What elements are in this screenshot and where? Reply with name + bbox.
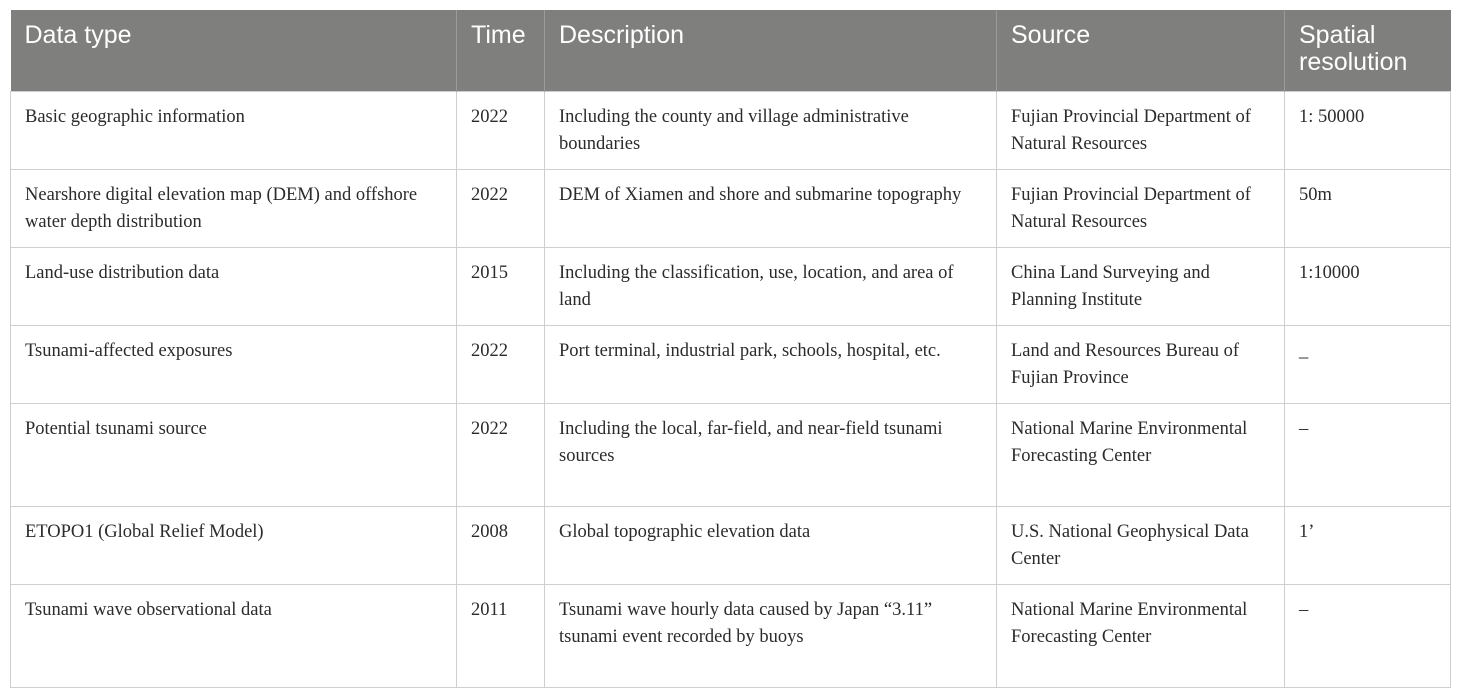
table-row — [11, 507, 1451, 585]
table-row — [11, 170, 1451, 248]
table-row — [11, 585, 1451, 688]
cell-resolution: 1:10000 — [1285, 248, 1451, 326]
cell-description: Including the classification, use, location, and area of land — [545, 248, 997, 326]
header-time: Time — [457, 10, 545, 92]
cell-source: Fujian Provincial Department of Natural Resources — [997, 92, 1285, 170]
table-row — [11, 248, 1451, 326]
cell-data-type: Basic geographic information — [11, 92, 457, 170]
cell-time: 2022 — [457, 326, 545, 404]
cell-description: Port terminal, industrial park, schools, hospital, etc. — [545, 326, 997, 404]
cell-resolution: – — [1285, 404, 1451, 507]
cell-data-type: Tsunami-affected exposures — [11, 326, 457, 404]
cell-data-type: Potential tsunami source — [11, 404, 457, 507]
cell-data-type: Nearshore digital elevation map (DEM) and offshore water depth distribution — [11, 170, 457, 248]
cell-source: National Marine Environmental Forecasting Center — [997, 585, 1285, 688]
cell-resolution: _ — [1285, 326, 1451, 404]
cell-description: DEM of Xiamen and shore and submarine topography — [545, 170, 997, 248]
header-data-type: Data type — [11, 10, 457, 92]
data-sources-table — [10, 10, 1451, 688]
cell-data-type: Land-use distribution data — [11, 248, 457, 326]
cell-source: Fujian Provincial Department of Natural Resources — [997, 170, 1285, 248]
header-source: Source — [997, 10, 1285, 92]
data-sources-table-container — [10, 10, 1450, 688]
table-header-row — [11, 10, 1451, 92]
cell-time: 2022 — [457, 170, 545, 248]
cell-description: Tsunami wave hourly data caused by Japan “3.11” tsunami event recorded by buoys — [545, 585, 997, 688]
cell-data-type: ETOPO1 (Global Relief Model) — [11, 507, 457, 585]
cell-source: National Marine Environmental Forecasting Center — [997, 404, 1285, 507]
table-row — [11, 404, 1451, 507]
cell-source: China Land Surveying and Planning Institute — [997, 248, 1285, 326]
cell-resolution: 1: 50000 — [1285, 92, 1451, 170]
cell-data-type: Tsunami wave observational data — [11, 585, 457, 688]
header-description: Description — [545, 10, 997, 92]
cell-description: Global topographic elevation data — [545, 507, 997, 585]
cell-time: 2011 — [457, 585, 545, 688]
cell-source: U.S. National Geophysical Data Center — [997, 507, 1285, 585]
cell-time: 2022 — [457, 92, 545, 170]
cell-source: Land and Resources Bureau of Fujian Province — [997, 326, 1285, 404]
cell-resolution: 1’ — [1285, 507, 1451, 585]
cell-resolution: 50m — [1285, 170, 1451, 248]
table-row — [11, 92, 1451, 170]
table-row — [11, 326, 1451, 404]
cell-time: 2015 — [457, 248, 545, 326]
cell-description: Including the county and village administrative boundaries — [545, 92, 997, 170]
cell-description: Including the local, far-field, and near-field tsunami sources — [545, 404, 997, 507]
header-spatial-resolution: Spatial resolution — [1285, 10, 1451, 92]
cell-resolution: – — [1285, 585, 1451, 688]
cell-time: 2022 — [457, 404, 545, 507]
cell-time: 2008 — [457, 507, 545, 585]
